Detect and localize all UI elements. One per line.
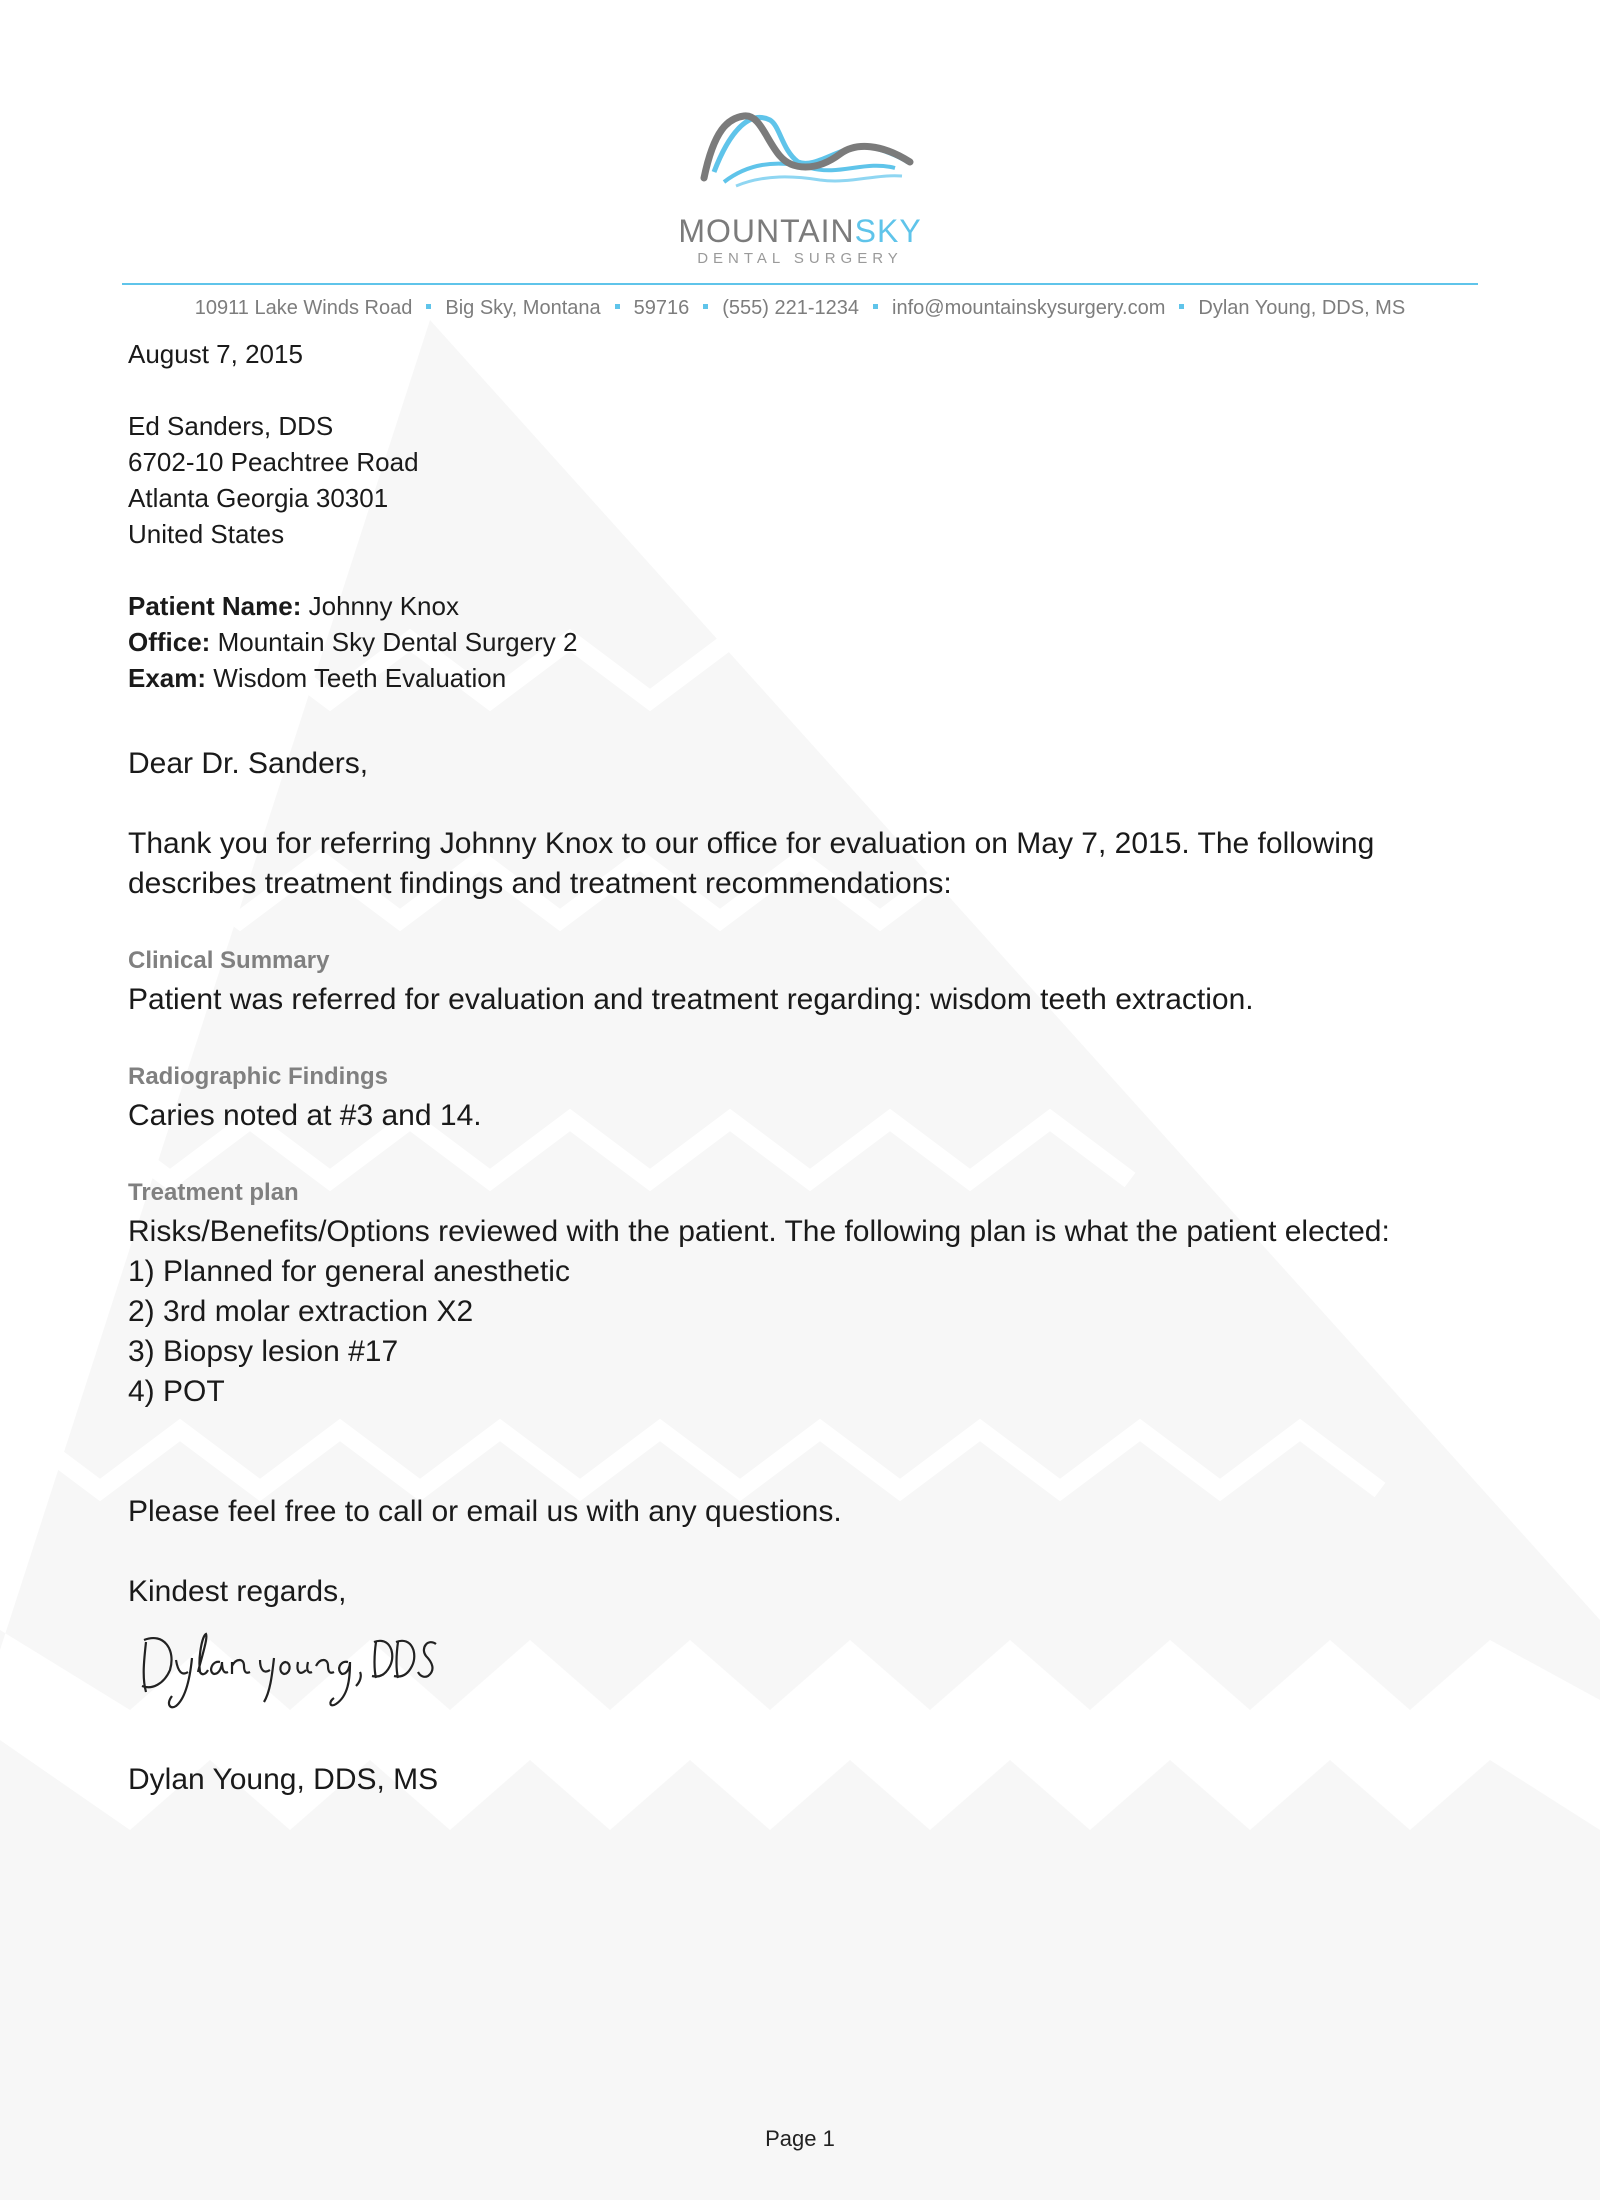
list-item: 4) POT xyxy=(128,1375,225,1408)
page-number: Page 1 xyxy=(765,2126,835,2151)
contact-phone: (555) 221-1234 xyxy=(722,297,860,319)
radiographic-text: Caries noted at #3 and 14. xyxy=(128,1099,482,1132)
recipient-address xyxy=(128,408,1468,552)
radiographic-heading: Radiographic Findings xyxy=(128,1063,389,1090)
clinical-summary-heading: Clinical Summary xyxy=(128,947,330,974)
treatment-list xyxy=(128,1252,1468,1412)
regards: Kindest regards, xyxy=(128,1575,347,1608)
recipient-country: United States xyxy=(128,519,285,549)
contact-city: Big Sky, Montana xyxy=(445,297,601,319)
company-logo xyxy=(630,110,970,270)
handwritten-signature xyxy=(136,1620,456,1715)
list-item: 2) 3rd molar extraction X2 xyxy=(128,1295,474,1328)
list-item: 3) Biopsy lesion #17 xyxy=(128,1335,399,1368)
intro-line-1: Thank you for referring Johnny Knox to our office for evaluation on May 7, 2015. The following xyxy=(128,827,1375,860)
recipient-name: Ed Sanders, DDS xyxy=(128,411,334,441)
clinical-summary-text: Patient was referred for evaluation and treatment regarding: wisdom teeth extraction. xyxy=(128,983,1254,1016)
exam-label: Exam: xyxy=(128,663,207,693)
header-divider xyxy=(122,283,1478,285)
separator-dot xyxy=(1179,304,1184,309)
contact-zip: 59716 xyxy=(633,297,690,319)
patient-info xyxy=(128,588,1468,696)
brand-tagline: DENTAL SURGERY xyxy=(697,250,903,267)
intro-line-2: describes treatment findings and treatment recommendations: xyxy=(128,867,952,900)
patient-name-label: Patient Name: xyxy=(128,591,302,621)
brand-name: MOUNTAINSKY xyxy=(678,213,922,249)
separator-dot xyxy=(873,304,878,309)
salutation: Dear Dr. Sanders, xyxy=(128,747,369,780)
patient-name: Johnny Knox xyxy=(308,591,459,621)
office-label: Office: xyxy=(128,627,211,657)
recipient-street: 6702-10 Peachtree Road xyxy=(128,447,419,477)
exam-name: Wisdom Teeth Evaluation xyxy=(213,663,507,693)
contact-email: info@mountainskysurgery.com xyxy=(892,297,1166,319)
separator-dot xyxy=(426,304,431,309)
separator-dot xyxy=(703,304,708,309)
office-name: Mountain Sky Dental Surgery 2 xyxy=(217,627,578,657)
contact-doctor: Dylan Young, DDS, MS xyxy=(1198,297,1406,319)
letter-date: August 7, 2015 xyxy=(128,339,303,369)
recipient-city: Atlanta Georgia 30301 xyxy=(128,483,389,513)
mountain-wave-icon xyxy=(670,110,930,190)
treatment-intro: Risks/Benefits/Options reviewed with the patient. The following plan is what the patient elected: xyxy=(128,1215,1390,1248)
contact-address: 10911 Lake Winds Road xyxy=(194,297,413,319)
letter-body xyxy=(128,336,1468,1800)
list-item: 1) Planned for general anesthetic xyxy=(128,1255,570,1288)
separator-dot xyxy=(615,304,620,309)
contact-bar xyxy=(122,297,1478,320)
treatment-plan-heading: Treatment plan xyxy=(128,1179,299,1206)
signer-name: Dylan Young, DDS, MS xyxy=(128,1763,439,1796)
closing-note: Please feel free to call or email us with any questions. xyxy=(128,1495,842,1528)
